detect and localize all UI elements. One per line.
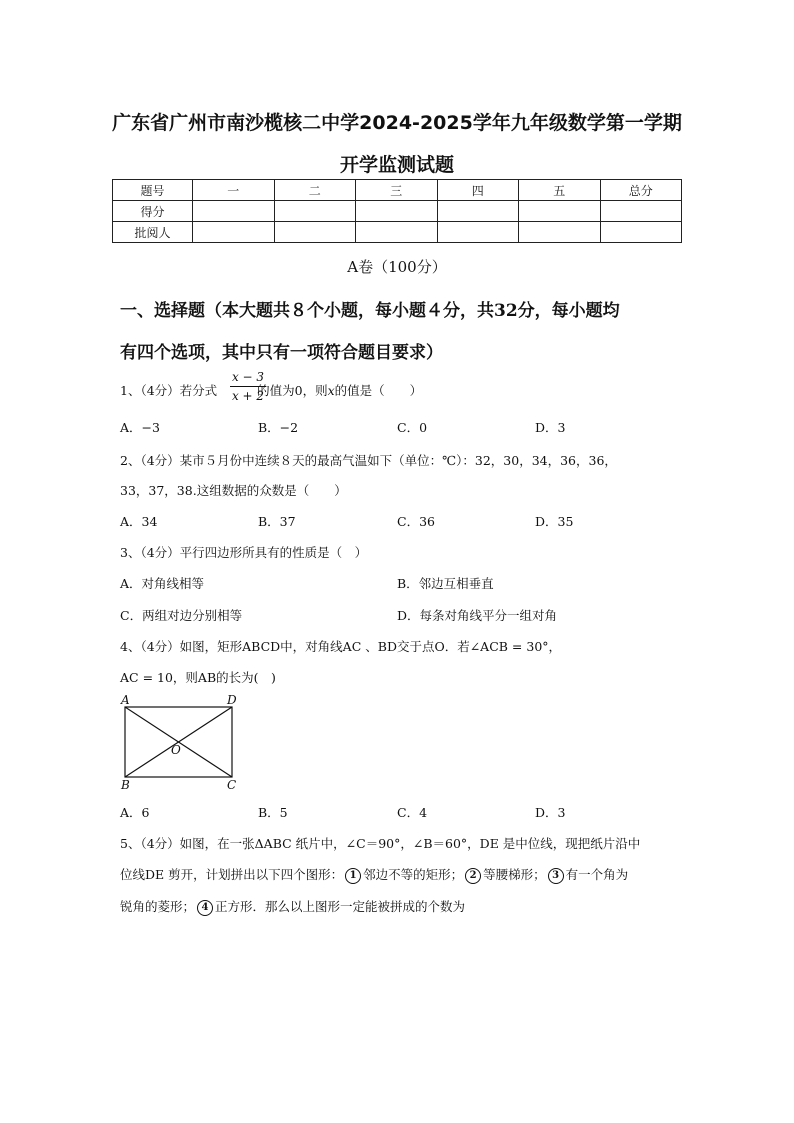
option-d: D．3 [535,420,566,435]
vertex-label-b: B [121,778,130,792]
circled-number-3: 3 [548,868,564,884]
exam-title-line1: 广东省广州市南沙榄核二中学2024-2025学年九年级数学第一学期 [112,112,682,134]
question-1-fraction [230,370,266,403]
question-5-line1: 5、（4分）如图，在一张ΔABC 纸片中，∠C＝90°，∠B＝60°，DE 是中位线，现把纸片沿中 [120,836,641,851]
circled-number-4: 4 [197,900,213,916]
score-cell [274,201,356,222]
question-5-line3 [120,897,465,916]
option-d: D．3 [535,805,566,820]
option-a: A．对角线相等 [120,576,205,591]
option-a: A．34 [120,514,158,529]
option-a: A．−3 [120,420,160,435]
table-cell: 得分 [113,201,193,222]
paper-section-label: A卷（100分） [347,258,447,276]
question-2-line1: 2、（4分）某市５月份中连续８天的最高气温如下（单位：℃）：32，30，34，36，36， [120,453,617,468]
question-5-text: 位线DE 剪开，计划拼出以下四个图形： [120,867,344,882]
option-d: D．35 [535,514,574,529]
table-cell: 二 [274,180,356,201]
option-b: B．邻边互相垂直 [397,576,494,591]
reviewer-row [113,222,682,243]
vertex-label-a: A [121,693,130,707]
option-a: A．6 [120,805,150,820]
question-5-text: 锐角的菱形； [120,899,196,914]
option-d: D．每条对角线平分一组对角 [397,608,558,623]
score-table-header-row [113,180,682,201]
score-cell [356,222,438,243]
question-5-line2 [120,865,628,884]
score-cell [274,222,356,243]
table-cell: 总分 [600,180,682,201]
score-cell [519,222,601,243]
question-5-text: 有一个角为 [565,867,629,882]
table-cell: 五 [519,180,601,201]
question-5-text: 等腰梯形； [483,867,546,882]
rectangle-abcd-figure [118,692,248,796]
option-c: C．4 [397,805,428,820]
exam-title-line2: 开学监测试题 [339,154,454,176]
score-table [112,179,682,243]
option-b: B．5 [258,805,288,820]
question-1-prefix: 1、（4分）若分式 [120,383,218,398]
question-4-line2: AC = 10，则AB的长为( ) [120,670,276,685]
option-b: B．37 [258,514,296,529]
question-4-line1: 4、（4分）如图，矩形ABCD中，对角线AC 、BD交于点O．若∠ACB = 30°， [120,639,562,654]
option-c: C．两组对边分别相等 [120,608,243,623]
score-cell [600,222,682,243]
question-5-text: 邻边不等的矩形； [363,867,464,882]
question-5-text: 正方形．那么以上图形一定能被拼成的个数为 [215,899,466,914]
fraction-denominator: x + 2 [231,389,265,403]
fraction-numerator: x − 3 [230,370,266,387]
option-b: B．−2 [258,420,299,435]
circled-number-1: 1 [345,868,361,884]
vertex-label-d: D [227,693,237,707]
score-cell [600,201,682,222]
score-cell [437,222,519,243]
section-heading-line1: 一、选择题（本大题共８个小题，每小题４分，共32分，每小题均 [120,301,620,321]
score-cell [437,201,519,222]
vertex-label-c: C [227,778,237,792]
table-cell: 批阅人 [113,222,193,243]
option-c: C．0 [397,420,428,435]
table-cell: 三 [356,180,438,201]
center-label-o: O [171,743,181,757]
section-heading-line2: 有四个选项，其中只有一项符合题目要求） [120,343,443,363]
score-row [113,201,682,222]
question-3-line1: 3、（4分）平行四边形所具有的性质是（ ） [120,545,368,560]
question-1-mid: 的值为0，则 [257,383,328,398]
score-cell [193,222,275,243]
question-1 [120,381,422,399]
circled-number-2: 2 [465,868,481,884]
table-cell: 题号 [113,180,193,201]
table-cell: 一 [193,180,275,201]
question-1-suffix: 的值是（ ） [334,383,423,398]
table-cell: 四 [437,180,519,201]
score-cell [193,201,275,222]
question-2-line2: 33，37，38.这组数据的众数是（ ） [120,483,347,498]
score-cell [356,201,438,222]
score-cell [519,201,601,222]
option-c: C．36 [397,514,435,529]
question-1-var: x [327,383,335,398]
